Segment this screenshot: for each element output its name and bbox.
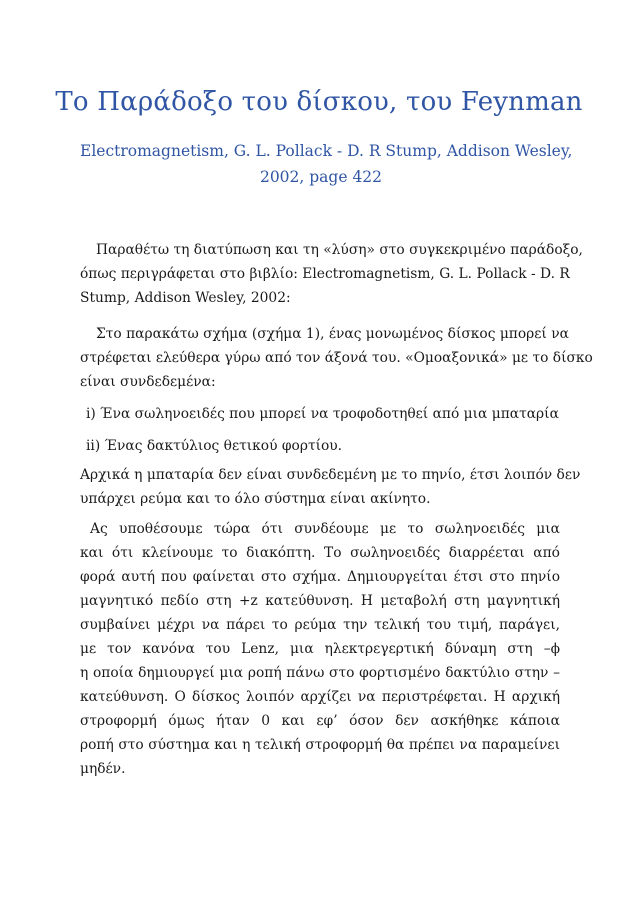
setup-paragraph bbox=[80, 322, 593, 394]
text-line: στρέφεται ελεύθερα γύρω από τον άξονά του. «Ομοαξονικά» με το δίσκο bbox=[80, 350, 593, 366]
page-title: Το Παράδοξο του δίσκου, του Feynman bbox=[55, 87, 583, 117]
text-line: και ότι κλείνουμε το διακόπτη. Το σωληνοειδές διαρρέεται από bbox=[80, 545, 560, 561]
subtitle-line: 2002, page 422 bbox=[259, 168, 383, 186]
intro-paragraph bbox=[80, 238, 583, 310]
text-line: Stump, Addison Wesley, 2002: bbox=[80, 290, 291, 306]
list-item: ii) Ένας δακτύλιος θετικού φορτίου. bbox=[86, 438, 343, 454]
list-item: i) Ένα σωληνοειδές που μπορεί να τροφοδοτηθεί από μια μπαταρία bbox=[86, 406, 559, 422]
page-subtitle bbox=[80, 138, 573, 190]
text-line: κατεύθυνση. Ο δίσκος λοιπόν αρχίζει να περιστρέφεται. Η αρχική bbox=[80, 689, 560, 705]
suppose-paragraph bbox=[80, 517, 560, 781]
text-line: Παραθέτω τη διατύπωση και τη «λύση» στο συγκεκριμένο παράδοξο, bbox=[96, 242, 583, 258]
text-line: στροφορμή όμως ήταν 0 και εφ’ όσον δεν ασκήθηκε κάποια bbox=[80, 713, 560, 729]
text-line: Ας υποθέσουμε τώρα ότι συνδέουμε με το σωληνοειδές μια bbox=[90, 521, 560, 537]
component-list bbox=[80, 398, 560, 462]
text-line: είναι συνδεδεμένα: bbox=[80, 374, 216, 390]
text-line: υπάρχει ρεύμα και το όλο σύστημα είναι ακίνητο. bbox=[80, 491, 431, 507]
initial-state-paragraph bbox=[80, 463, 581, 511]
subtitle-line: Electromagnetism, G. L. Pollack - D. R Stump, Addison Wesley, bbox=[80, 142, 573, 160]
text-line: όπως περιγράφεται στο βιβλίο: Electromagnetism, G. L. Pollack - D. R bbox=[80, 266, 570, 282]
text-line: Αρχικά η μπαταρία δεν είναι συνδεδεμένη με το πηνίο, έτσι λοιπόν δεν bbox=[80, 467, 581, 483]
text-line: η οποία δημιουργεί μια ροπή πάνω στο φορτισμένο δακτύλιο στην – bbox=[80, 665, 560, 681]
text-line: Στο παρακάτω σχήμα (σχήμα 1), ένας μονωμένος δίσκος μπορεί να bbox=[96, 326, 569, 342]
text-line: συμβαίνει μέχρι να πάρει το ρεύμα την τελική του τιμή, παράγει, bbox=[80, 617, 560, 633]
text-line: μαγνητικό πεδίο στη +z κατεύθυνση. Η μεταβολή στη μαγνητική bbox=[80, 593, 560, 609]
text-line: ροπή στο σύστημα και η τελική στροφορμή θα πρέπει να παραμείνει bbox=[80, 737, 560, 753]
text-line: μηδέν. bbox=[80, 761, 126, 777]
text-line: με τον κανόνα του Lenz, μια ηλεκτρεγερτική δύναμη στη –ϕ bbox=[80, 641, 560, 657]
text-line: φορά αυτή που φαίνεται στο σχήμα. Δημιουργείται έτσι στο πηνίο bbox=[80, 569, 560, 585]
